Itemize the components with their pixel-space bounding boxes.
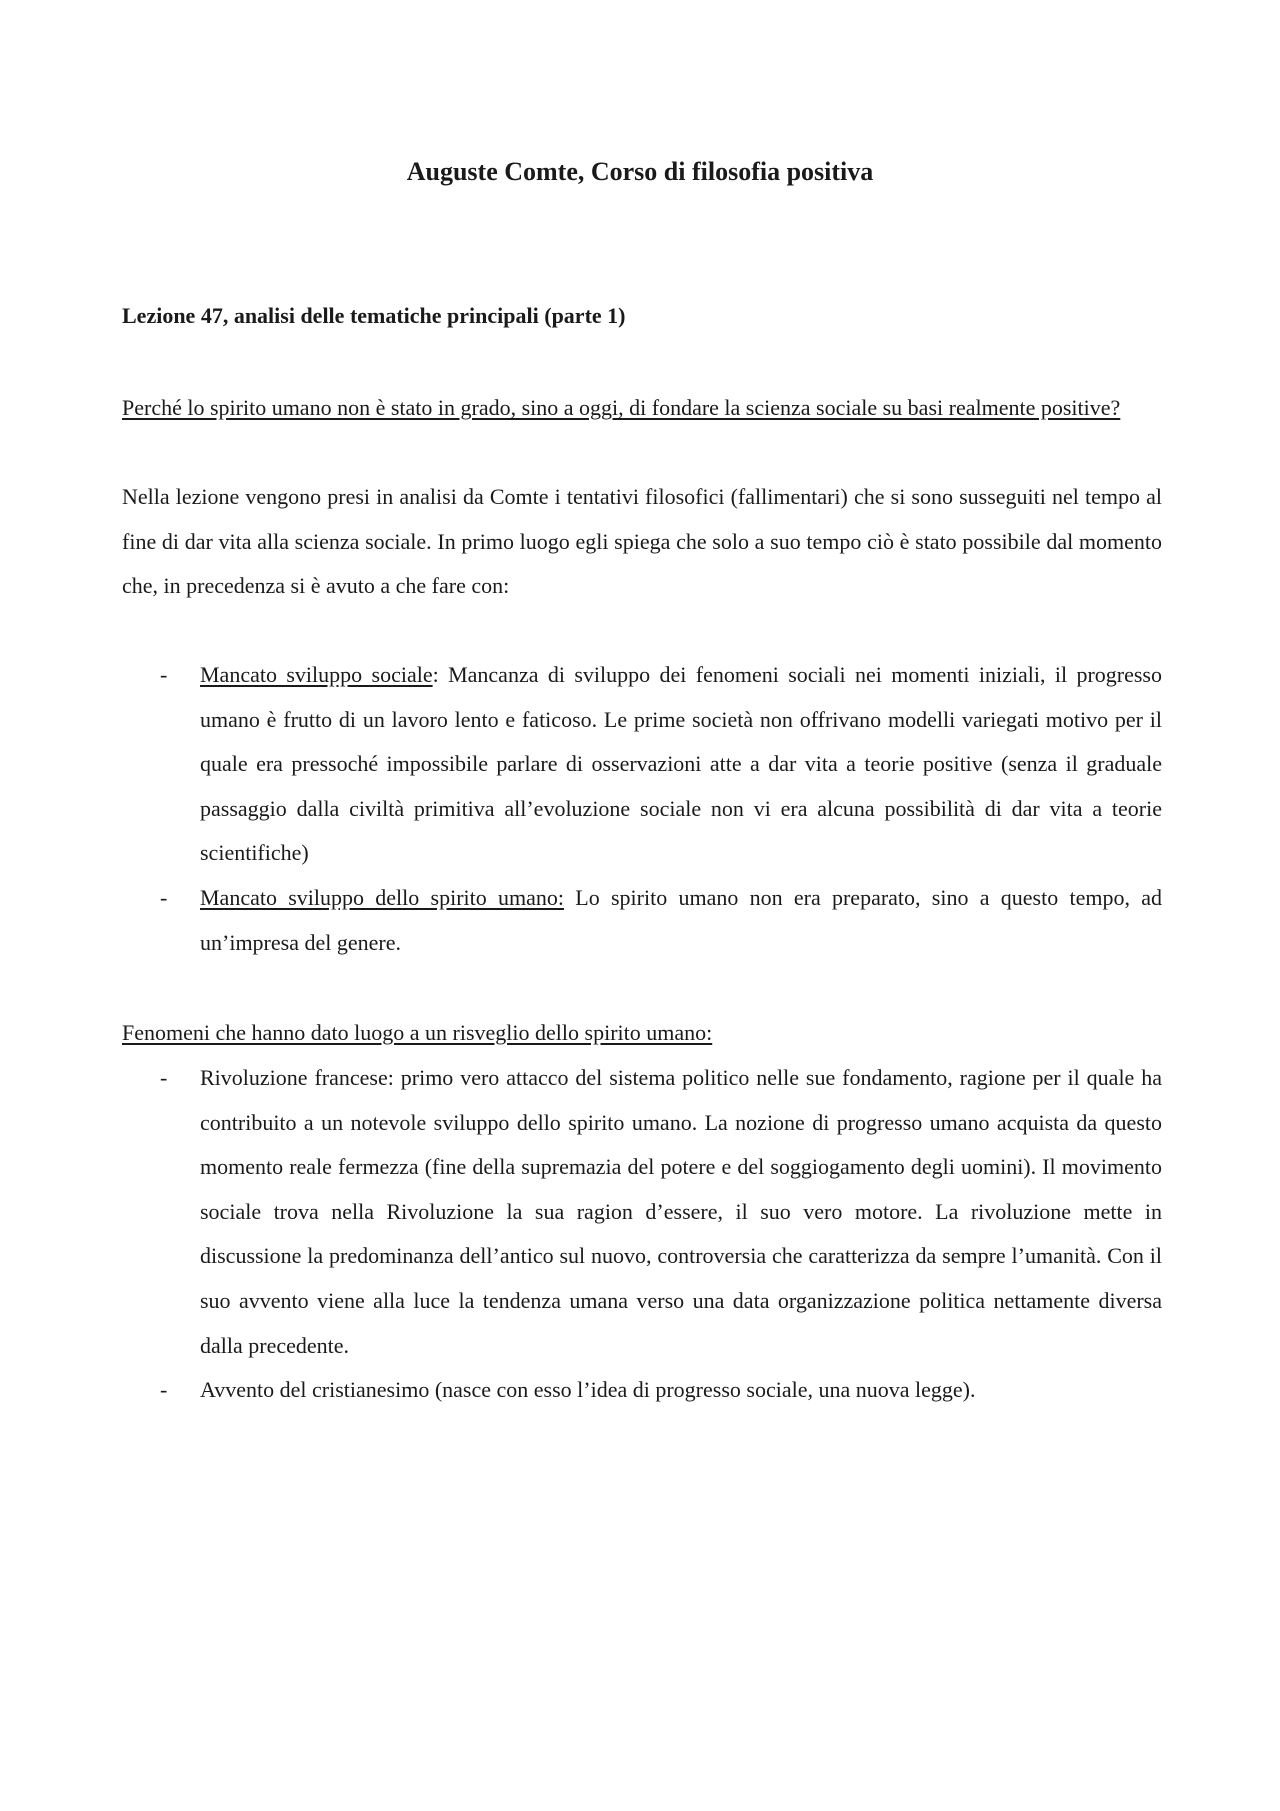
lesson-heading: Lezione 47, analisi delle tematiche principali (parte 1) xyxy=(122,303,626,328)
list-bullet: - xyxy=(160,1065,168,1090)
causes-list xyxy=(122,653,1162,965)
phenomenon-text: Rivoluzione francese: primo vero attacco del sistema politico nelle sue fondamento, ragione per il quale ha contribuito a un notevole sviluppo dello spirito umano. La nozione di progresso umano acquista da questo momento reale fermezza (fine della supremazia del potere e del soggiogamento degli uomini). Il movimento sociale trova nella Rivoluzione la sua ragion d’essere, il suo vero motore. La rivoluzione mette in discussione la predominanza dell’antico sul nuovo, controversia che caratterizza da sempre l’umanità. Con il suo avvento viene alla luce la tendenza umana verso una data organizzazione politica nettamente diversa dalla precedente. xyxy=(200,1065,1162,1358)
document-title: Auguste Comte, Corso di filosofia positiva xyxy=(406,157,874,186)
phenomena-list xyxy=(122,1056,1162,1413)
cause-text: Lo spirito umano non era preparato, sino a questo tempo, ad un’impresa del genere. xyxy=(200,884,1162,955)
phenomena-heading: Fenomeni che hanno dato luogo a un risveglio dello spirito umano: xyxy=(122,1020,713,1045)
phenomenon-text: Avvento del cristianesimo (nasce con esso l’idea di progresso sociale, una nuova legge). xyxy=(200,1377,976,1403)
list-bullet: - xyxy=(160,884,168,910)
guiding-question: Perché lo spirito umano non è stato in grado, sino a oggi, di fondare la scienza sociale su basi realmente positive? xyxy=(122,395,1121,420)
cause-text: : Mancanza di sviluppo dei fenomeni sociali nei momenti iniziali, il progresso umano è frutto di un lavoro lento e faticoso. Le prime società non offrivano modelli variegati motivo per il quale era pressoché impossibile parlare di osservazioni atte a dar vita a teorie positive (senza il graduale passaggio dalla civiltà primitiva all’evoluzione sociale non vi era alcuna possibilità di dar vita a teorie scientifiche) xyxy=(200,662,1162,866)
list-bullet: - xyxy=(160,1377,168,1403)
intro-paragraph: Nella lezione vengono presi in analisi da Comte i tentativi filosofici (fallimentari) che si sono susseguiti nel tempo al fine di dar vita alla scienza sociale. In primo luogo egli spiega che solo a suo tempo ciò è stato possibile dal momento che, in precedenza si è avuto a che fare con: xyxy=(122,484,1162,599)
list-item xyxy=(122,876,1162,965)
list-item xyxy=(122,653,1162,876)
list-bullet: - xyxy=(160,662,168,687)
list-item xyxy=(122,1056,1162,1368)
cause-term: Mancato sviluppo sociale xyxy=(200,662,433,687)
cause-term: Mancato sviluppo dello spirito umano: xyxy=(200,884,565,910)
list-item xyxy=(122,1368,1162,1413)
